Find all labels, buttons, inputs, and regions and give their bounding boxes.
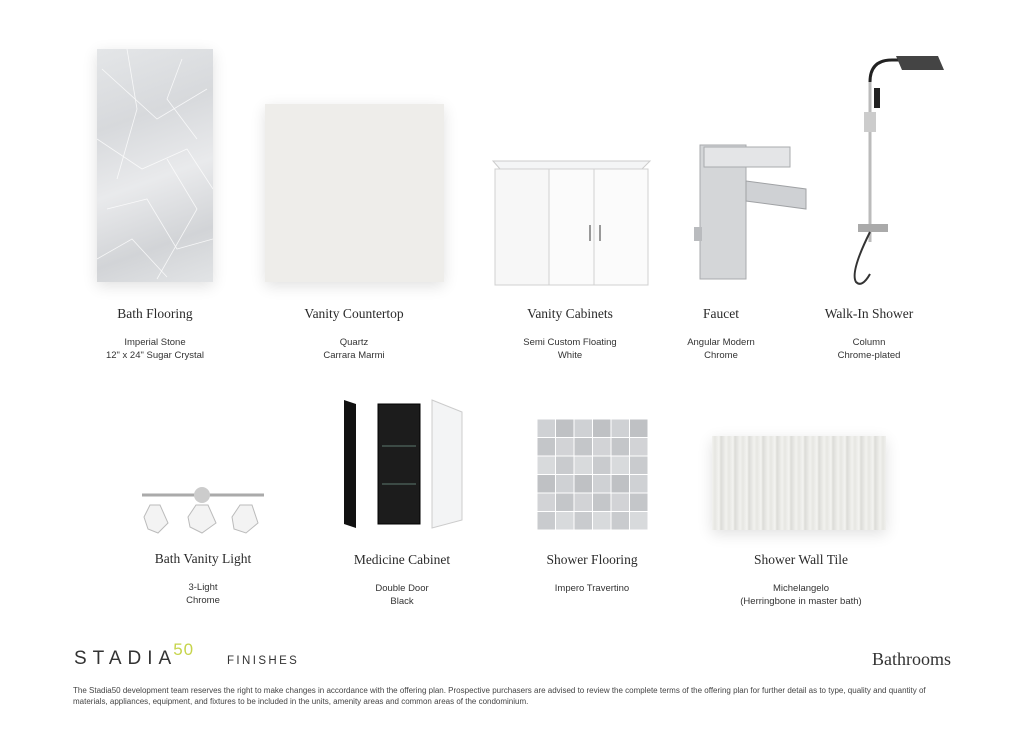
mosaic-tile — [612, 438, 630, 456]
bath-flooring-swatch — [97, 49, 213, 282]
mosaic-tile — [538, 420, 556, 438]
bath-vanity-light-image — [140, 485, 266, 535]
walk-in-shower-title: Walk-In Shower — [824, 306, 914, 321]
walk-in-shower-line2: Chrome-plated — [837, 350, 901, 361]
vanity-countertop-title: Vanity Countertop — [304, 306, 404, 321]
medicine-cabinet-line1: Double Door — [375, 583, 429, 594]
faucet-title: Faucet — [703, 306, 739, 321]
mosaic-tile — [630, 438, 648, 456]
mosaic-tile — [556, 475, 574, 493]
section-title: Bathrooms — [872, 649, 951, 669]
mosaic-tile — [612, 512, 630, 530]
shower-flooring-line1: Impero Travertino — [554, 583, 630, 594]
mosaic-tile — [538, 512, 556, 530]
shower-flooring-title: Shower Flooring — [546, 552, 638, 567]
faucet-image — [694, 143, 810, 281]
disclaimer-text: The Stadia50 development team reserves the right to make changes in accordance with the offering plan. Prospective purchasers are advised to review the complete terms of the offering plan for further detail as to type, quality and quantity of materials, appliances, equipment, and fixtures to be included in the units, amenity areas and common areas of the condominium. — [73, 686, 926, 706]
vanity-countertop-line2: Carrara Marmi — [323, 350, 385, 361]
mosaic-tile — [538, 475, 556, 493]
medicine-cabinet-line2: Black — [390, 596, 414, 607]
mosaic-tile — [593, 494, 611, 512]
mosaic-tile — [630, 512, 648, 530]
mosaic-tile — [556, 420, 574, 438]
vanity-cabinet-image — [490, 155, 655, 290]
mosaic-tile — [575, 438, 593, 456]
mosaic-tile — [593, 420, 611, 438]
mosaic-tile — [630, 420, 648, 438]
mosaic-tile — [612, 420, 630, 438]
faucet-line1: Angular Modern — [687, 337, 755, 348]
bath-vanity-light-title: Bath Vanity Light — [154, 551, 252, 566]
shower-flooring-swatch — [537, 419, 648, 530]
mosaic-tile — [593, 457, 611, 475]
mosaic-tile — [556, 457, 574, 475]
mosaic-tile — [575, 475, 593, 493]
brand-number: 50 — [173, 640, 195, 659]
brand-name: STADIA — [74, 648, 178, 669]
vanity-countertop-line1: Quartz — [339, 337, 369, 348]
mosaic-tile — [612, 494, 630, 512]
walk-in-shower-line1: Column — [852, 337, 886, 348]
bath-vanity-light-line2: Chrome — [186, 595, 220, 606]
mosaic-tile — [593, 512, 611, 530]
bath-vanity-light-line1: 3-Light — [188, 582, 218, 593]
medicine-cabinet-title: Medicine Cabinet — [353, 552, 451, 567]
medicine-cabinet-image — [342, 398, 464, 530]
mosaic-tile — [612, 475, 630, 493]
mosaic-tile — [556, 438, 574, 456]
mosaic-tile — [630, 457, 648, 475]
shower-wall-tile-title: Shower Wall Tile — [754, 552, 848, 567]
mosaic-tile — [630, 475, 648, 493]
mosaic-tile — [612, 457, 630, 475]
mosaic-tile — [538, 438, 556, 456]
bath-flooring-line2: 12" x 24" Sugar Crystal — [105, 350, 205, 361]
finishes-label: FINISHES — [227, 655, 300, 667]
vanity-countertop-swatch — [265, 104, 444, 282]
shower-wall-tile-swatch — [712, 436, 886, 530]
walk-in-shower-image — [848, 52, 944, 288]
bath-flooring-title: Bath Flooring — [117, 306, 193, 321]
faucet-line2: Chrome — [704, 350, 738, 361]
mosaic-tile — [593, 438, 611, 456]
mosaic-tile — [575, 494, 593, 512]
shower-wall-tile-line2: (Herringbone in master bath) — [740, 596, 862, 607]
mosaic-tile — [538, 457, 556, 475]
mosaic-tile — [575, 420, 593, 438]
mosaic-tile — [575, 512, 593, 530]
vanity-cabinets-title: Vanity Cabinets — [527, 306, 613, 321]
mosaic-tile — [556, 512, 574, 530]
mosaic-tile — [575, 457, 593, 475]
vanity-cabinets-line2: White — [557, 350, 583, 361]
vanity-cabinets-line1: Semi Custom Floating — [523, 337, 617, 348]
stadia50-logo — [74, 640, 195, 670]
mosaic-tile — [538, 494, 556, 512]
mosaic-tile — [556, 494, 574, 512]
mosaic-tile — [593, 475, 611, 493]
bath-flooring-line1: Imperial Stone — [124, 337, 186, 348]
mosaic-tile — [630, 494, 648, 512]
shower-wall-tile-line1: Michelangelo — [773, 583, 829, 594]
